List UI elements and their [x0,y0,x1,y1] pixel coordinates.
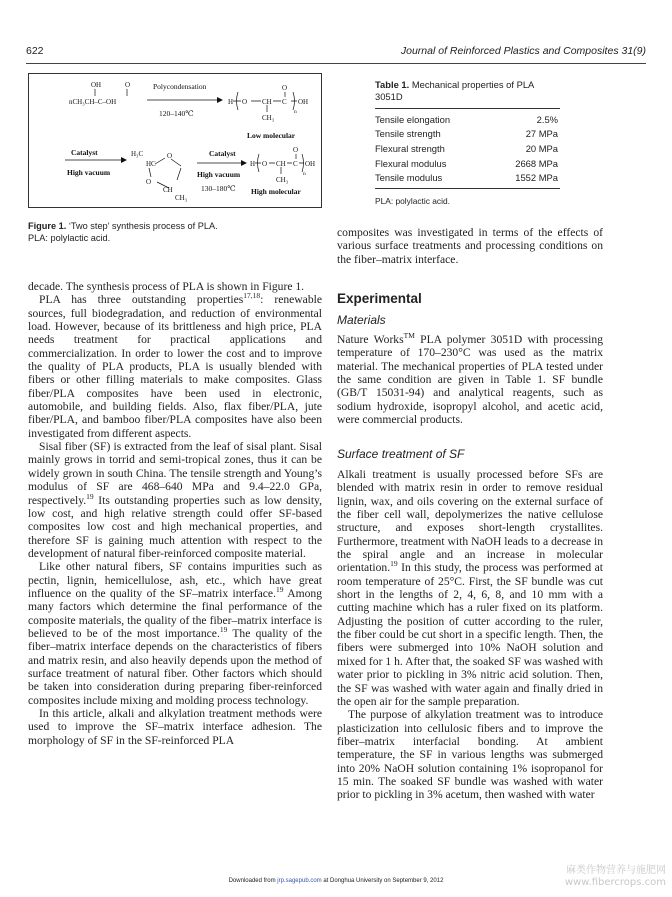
trademark: TM [403,331,415,341]
table-cell: Flexural strength [375,142,445,154]
arrow2-top-label: Catalyst [209,149,236,158]
text-span: Like other natural fibers, SF contains impurities such as pectin, lignin, hemicellulose, ash, etc., which have great influence on the quality of the SF–matrix interface. [28,560,322,600]
product2-h: H [250,160,256,168]
watermark [565,865,666,889]
journal-title: Journal of Reinforced Plastics and Composites 31(9) [400,45,646,57]
reactant-oh-label: OH [91,81,102,89]
table-cell: Flexural modulus [375,157,447,169]
text-span: PLA polymer 3051D with processing temperature of 170–230°C was used as the matrix material. The mechanical properties of PLA tested under the same condition are given in Table 1. SF bundle (GB/T 15031-94) and analytical reagents, such as sodium hydroxide, isopropyl alcohol, and acetic acid, were commercial products. [337,333,603,427]
right-column-intro: composites was investigated in terms of the effects of various surface treatments and processing conditions on the fiber–matrix interface. [337,226,603,266]
table-body [375,112,560,185]
figure-1 [28,73,322,208]
arrowhead [241,160,247,166]
table-row [375,112,560,127]
table-1 [375,79,560,206]
surface-treatment-text [337,468,603,802]
lactide-ch: CH [163,186,173,194]
text-span: Sisal fiber (SF) is extracted from the leaf of sisal plant. Sisal mainly grows in torrid and semi-tropical zones, thus it can be widely grown in south China. The tensile strength and Young’s modulus of SF are 468–640 MPa and 9.4–22.0 GPa, respectively. [28,440,322,507]
citation: 19 [275,585,284,595]
table-cell: Tensile strength [375,128,441,140]
figure-caption-note: PLA: polylactic acid. [28,233,111,243]
figure-caption-text: ‘Two step’ synthesis process of PLA. [68,221,218,231]
arrow2-bottom-label: 130–180℃ [201,184,236,193]
text-span: Among many factors which determine the final performance of the composite materials, the quality of the fiber–matrix interface is believed to be of the most importance. [28,586,322,640]
text-span: The quality of the fiber–matrix interface depends on the characteristics of fibers and matrix resin, and also heavily depends upon the method of surface treatment of natural fiber. Other factors which should be taken into consideration during preparing fiber-reinforced composites include mixing and molding process technology. [28,626,322,707]
table-bottom-rule [375,188,560,189]
table-caption-text: Mechanical properties of PLA 3051D [375,79,534,102]
table-note: PLA: polylactic acid. [375,195,450,206]
reactant-o-label: O [125,81,131,89]
product2-carbonyl-o: O [293,146,299,154]
table-row [375,156,560,171]
paragraph [337,468,603,708]
footer-text: at Donghua University on September 9, 2012 [323,878,444,884]
table-row [375,141,560,156]
table-label: Table 1. [375,79,410,90]
table-caption [375,79,560,103]
lactide-o-left: O [146,178,152,186]
table-cell: 2668 MPa [515,157,558,169]
table-row [375,170,560,185]
footer-link[interactable]: jrp.sagepub.com [277,878,322,884]
vacuum-left-label: High vacuum [67,168,111,177]
arrow2-mid-label: High vacuum [197,170,241,179]
table-top-rule [375,108,560,109]
reactant-lactic-acid: nCH₃CH–C–OH [69,98,117,106]
product2-n: n [303,171,306,177]
table-cell: 1552 MPa [515,172,558,184]
text-span: PLA has three outstanding properties [39,293,244,307]
product2-c: C [293,160,298,168]
product2-oh: OH [305,160,316,168]
watermark-line: www.fibercrops.com [564,877,666,888]
product2-label: High molecular [251,187,301,196]
table-cell: 20 MPa [525,142,558,154]
paragraph [28,293,322,440]
subsection-surface-treatment: Surface treatment of SF [337,447,465,461]
lactide-hc: HC [146,160,156,168]
citation: 19 [86,491,94,501]
table-cell: 2.5% [536,113,558,125]
citation: 19 [219,625,228,635]
product1-label: Low molecular [247,131,296,140]
table-row [375,127,560,142]
paragraph: decade. The synthesis process of PLA is shown in Figure 1. [28,280,305,293]
subsection-materials: Materials [337,313,386,327]
left-column [28,280,322,747]
product1-ch: CH [262,98,272,106]
table-cell: Tensile modulus [375,172,443,184]
text-span: Alkali treatment is usually processed before SFs are blended with matrix resin in order to remove residual lignin, wax, and oils covering on the external surface of the fiber cell wall, depolymerizes the native cellulose structure, and exposes short-length crystallites. Furthermore, treatment with NaOH leads to a decrease in the spiral angle and an increase in molecular orientation. [337,468,603,575]
watermark-line: 麻类作物营养与施肥网 [566,865,666,876]
paragraph [28,560,322,707]
product1-h: H [228,98,234,106]
paragraph [337,333,603,426]
arrow1-bottom-label: 120–140℃ [159,109,194,118]
product2-o: O [262,160,268,168]
text-span: Its outstanding properties such as low density, low cost, and high relative strength could offer SF-based composites low cost and high mechanical properties, and therefore SF is gaining much attention with respect to the development of natural fiber-reinforced composite material. [28,493,322,560]
product1-n: n [294,109,297,115]
lactide-o-top: O [167,152,173,160]
lactide-ch3: CH₃ [175,194,188,202]
section-title: Experimental [337,291,422,306]
paragraph [28,440,322,560]
paragraph: In this article, alkali and alkylation treatment methods were used to improve the SF–matrix interface adhesion. The morphology of SF in the SF-reinforced PLA [28,707,322,747]
arrow1-top-label: Polycondensation [153,82,207,91]
arrowhead [217,97,223,103]
product1-ch3: CH₃ [262,114,275,122]
catalyst-left-label: Catalyst [71,148,98,157]
header-rule [26,63,646,64]
table-cell: Tensile elongation [375,113,451,125]
table-cell: 27 MPa [525,128,558,140]
product1-oh: OH [298,98,309,106]
figure-label: Figure 1. [28,221,67,231]
figure-1-caption [28,220,328,244]
text-span: : renewable sources, full biodegradation, and reduction of environmental load. However, because of its brittleness and high price, PLA needs treatment for practical applications and commercialization. In order to lower the cost and to improve the quality of PLA products, PLA is usually blended with fibers or other filling materials to make composites. Glass fiber/PLA composites have been used in electronic, automobile, and building fields. Also, flax fiber/PLA, jute fiber/PLA, and bamboo fiber/PLA composites have also been investigated from different aspects. [28,293,322,440]
text-span: In this study, the process was performed at room temperature of 25°C. First, the SF bundle was cut short in the lengths of 2, 4, 6, 8, and 10 mm with a cutting machine which has a ruler fixed on its platform. Adjusting the position of cutter according to the ruler, the fiber could be cut short in a specific length. Then, the fibers were submerged into 10% NaOH solution and mixed for 1 h. After that, the soaked SF was washed with water prior to pickling in 3% nitric acid solution. Then, the SF was washed with water again and finally dried in the open air for the sample preparation. [337,561,603,708]
arrowhead [121,157,127,163]
citation: 19 [390,559,398,569]
page-number: 622 [26,45,44,57]
product1-carbonyl-o: O [282,84,288,92]
citation: 17,18 [243,291,261,301]
synthesis-scheme [29,74,321,207]
product1-o: O [242,98,248,106]
product2-ch3: CH₃ [276,176,289,184]
product1-c: C [282,98,287,106]
paragraph: The purpose of alkylation treatment was to introduce plasticization into cellulosic fibers and to improve the fiber–matrix interfacial bonding. At ambient temperature, the SF in various lengths was submerged into 20% NaOH solution containing 1% isopropanol for 15 min. The soaked SF bundle was washed with water prior to pickling in 3% acetum, then washed with water [337,708,603,802]
footer-text: Downloaded from [228,878,276,884]
product2-ch: CH [276,160,286,168]
text-span: Nature Works [337,333,404,346]
materials-paragraph [337,333,603,426]
lactide-h3c: H₃C [131,150,144,158]
